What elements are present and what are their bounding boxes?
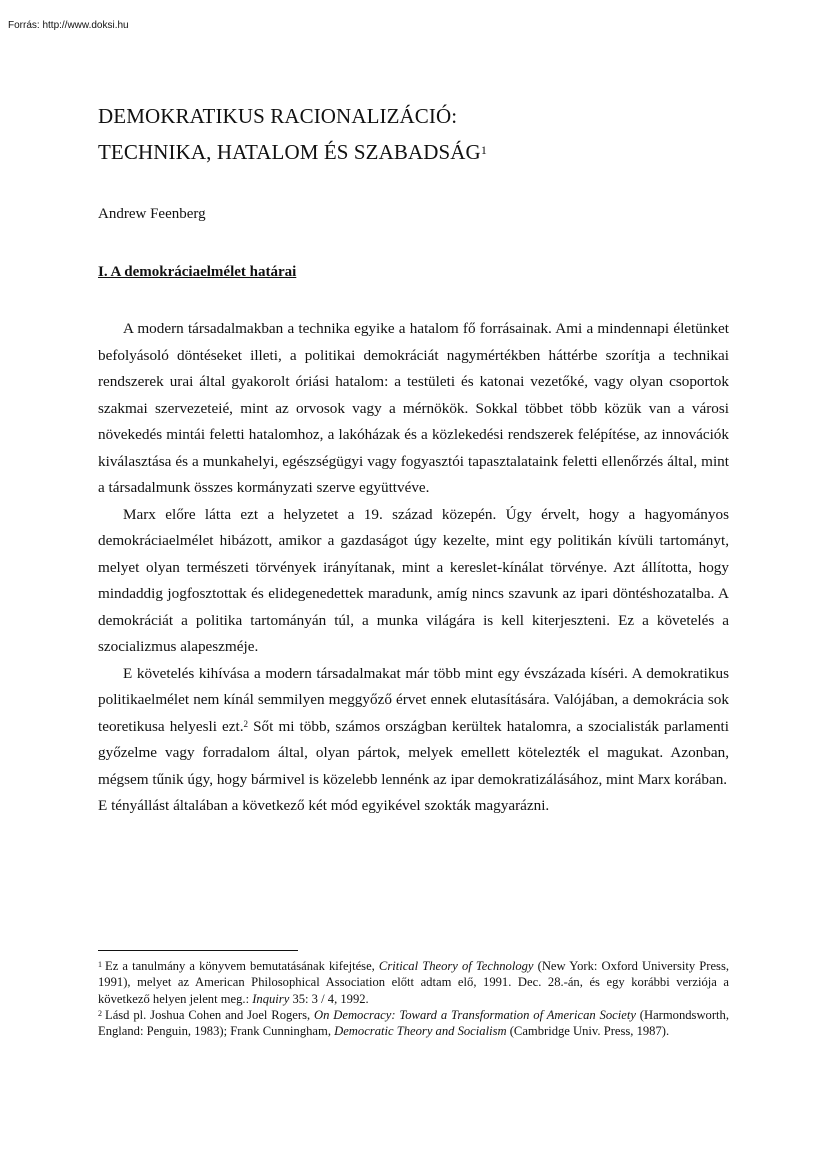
title-line-1: DEMOKRATIKUS RACIONALIZÁCIÓ: (98, 104, 458, 128)
footnote-1 (98, 958, 729, 1007)
footnote-2 (98, 1007, 729, 1040)
body-text (98, 316, 729, 820)
footnote-1-italic-b: Inquiry (252, 991, 290, 1006)
paragraph-1: A modern társadalmakban a technika egyike a hatalom fő forrásainak. Ami a mindennapi életünket befolyásoló döntéseket illeti, a politikai demokráciát nagymértékben háttérbe szorítja a technikai rendszerek urai által gyakorolt óriási hatalom: a testületi és katonai vezetőké, vagy olyan csoportok szakmai szervezeteié, mint az orvosok vagy a mérnökök. Sokkal többet több közük van a városi növekedés mintái feletti hatalomhoz, a lakóházak és a közlekedési rendszerek felépítése, az innovációk kiválasztása és a munkahelyi, egészségügyi vagy fogyasztói tapasztalataink feletti ellenőrzés által, mint a társadalmunk összes kormányzati szerve együttvéve. (98, 320, 729, 496)
paragraph-2: Marx előre látta ezt a helyzetet a 19. század közepén. Úgy érvelt, hogy a hagyományos demokráciaelmélet hibázott, amikor a gazdaságot úgy kezelte, mint egy politikán kívüli tartományt, melyet olyan természeti törvények irányítanak, mint a kereslet-kínálat törvénye. Azt állította, hogy mindaddig jogfosztottak és elidegenedettek maradunk, amíg nincs szavunk az ipari döntéshozatalba. A demokráciát a politika tartományán túl, a munka világára is kell kiterjeszteni. Ez a követelés a szocializmus alapeszméje. (98, 505, 729, 655)
title-footnote-marker: 1 (480, 143, 487, 157)
source-url-line: Forrás: http://www.doksi.hu (8, 20, 129, 31)
footnotes (98, 958, 729, 1039)
footnote-2-marker: 2 (98, 1008, 102, 1018)
footnote-separator (98, 950, 298, 951)
paragraph-3 (98, 661, 729, 794)
footnote-2-italic-a: On Democracy: Toward a Transformation of American Society (314, 1007, 636, 1022)
footnote-1-marker: 1 (98, 960, 102, 969)
title-line-2-text: TECHNIKA, HATALOM ÉS SZABADSÁG (98, 140, 481, 164)
footnote-2-italic-b: Democratic Theory and Socialism (334, 1024, 507, 1039)
footnote-2-text-b: (Harmondsworth, England: Penguin, 1983); Frank Cunningham, (98, 1007, 729, 1039)
footnote-reference-2: 2 (243, 718, 249, 729)
title-line-2 (98, 134, 758, 170)
section-heading: I. A demokráciaelmélet határai (98, 264, 297, 280)
footnote-1-text-c: 35: 3 / 4, 1992. (289, 991, 369, 1006)
footnote-1-italic-a: Critical Theory of Technology (378, 959, 534, 973)
paragraph-4: E tényállást általában a következő két mód egyikével szokták magyarázni. (98, 797, 550, 814)
footnote-1-text-a: Ez a tanulmány a könyvem bemutatásának kifejtése, (105, 959, 379, 973)
footnote-1-text-b: (New York: Oxford University Press, 1991), melyet az American Philosophical Association előtt adtam elő, 1991. Dec. 28.-án, és egy korábbi verziója a következő helyen jelent meg.: (98, 959, 729, 1006)
author-name: Andrew Feenberg (98, 206, 206, 222)
footnote-2-text-c: (Cambridge Univ. Press, 1987). (506, 1024, 670, 1039)
paragraph-3-part-1: E követelés kihívása a modern társadalmakat már több mint egy évszázada kíséri. A demokratikus politikaelmélet nem kínál semmilyen meggyőző érvet ennek elutasítására. Valójában, a demokrácia sok teoretikusa helyesli ezt. (98, 664, 729, 735)
document-title (98, 98, 758, 170)
footnote-2-text-a: Lásd pl. Joshua Cohen and Joel Rogers, (105, 1007, 315, 1022)
paragraph-3-part-2: Sőt mi több, számos országban kerültek hatalomra, a szocialisták parlamenti győzelme vagy forradalom által, olyan pártok, melyek emellett kötelezték el magukat. Azonban, mégsem tűnik úgy, hogy bármivel is közelebb lennénk az ipar demokratizálásához, mint Marx korában. (98, 717, 729, 788)
